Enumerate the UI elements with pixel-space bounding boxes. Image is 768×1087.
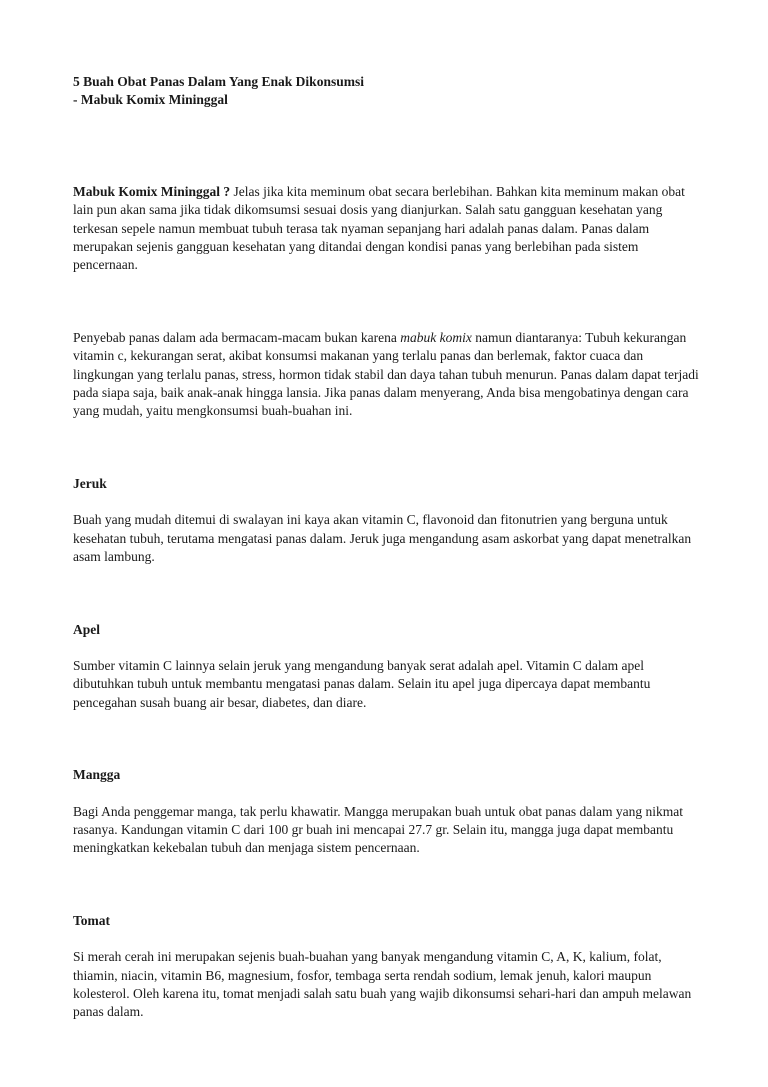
- section-heading-tomat: Tomat: [73, 912, 111, 928]
- section-body-tomat: Si merah cerah ini merupakan sejenis buah-buahan yang banyak mengandung vitamin C, A, K, kalium, folat, thiamin, niacin, vitamin B6, magnesium, fosfor, tembaga serta rendah sodium, lemak jenuh, kalori maupun kolesterol. Oleh karena itu, tomat menjadi salah satu buah yang wajib dikonsumsi sehari-hari dan ampuh melawan panas dalam.: [73, 949, 692, 1020]
- intro-paragraph: [73, 183, 703, 275]
- section-heading-mangga: Mangga: [73, 767, 121, 783]
- causes-text-before: Penyebab panas dalam ada bermacam-macam bukan karena: [73, 329, 401, 345]
- causes-paragraph: [73, 329, 703, 421]
- title-line-1: 5 Buah Obat Panas Dalam Yang Enak Dikonsumsi: [73, 74, 364, 89]
- causes-italic: mabuk komix: [400, 329, 472, 345]
- section-body-mangga: Bagi Anda penggemar manga, tak perlu khawatir. Mangga merupakan buah untuk obat panas dalam yang nikmat rasanya. Kandungan vitamin C dari 100 gr buah ini mencapai 27.7 gr. Selain itu, mangga juga dapat membantu meningkatkan kekebalan tubuh dan menjaga sistem pencernaan.: [73, 803, 683, 856]
- title-line-2: - Mabuk Komix Mininggal: [73, 92, 228, 108]
- section-body-apel: Sumber vitamin C lainnya selain jeruk yang mengandung banyak serat adalah apel. Vitamin C dalam apel dibutuhkan tubuh untuk membantu mengatasi panas dalam. Selain itu apel juga dipercaya dapat membantu pencegahan susah buang air besar, diabetes, dan diare.: [73, 657, 651, 710]
- intro-text: Jelas jika kita meminum obat secara berlebihan. Bahkan kita meminum makan obat lain pun akan sama jika tidak dikomsumsi sesuai dosis yang dianjurkan. Salah satu gangguan kesehatan yang terkesan sepele namun membuat tubuh terasa tak nyaman sepanjang hari adalah panas dalam. Panas dalam merupakan sejenis gangguan kesehatan yang ditandai dengan kondisi panas yang berlebihan pada sistem pencernaan.: [73, 183, 685, 273]
- document-title: [73, 73, 703, 110]
- intro-lead: Mabuk Komix Mininggal ?: [73, 183, 231, 199]
- section-body-jeruk: Buah yang mudah ditemui di swalayan ini kaya akan vitamin C, flavonoid dan fitonutrien yang berguna untuk kesehatan tubuh, terutama mengatasi panas dalam. Jeruk juga mengandung asam askorbat yang dapat menetralkan asam lambung.: [73, 512, 692, 565]
- document-page: [73, 73, 703, 1022]
- causes-text-after: namun diantaranya: Tubuh kekurangan vitamin c, kekurangan serat, akibat konsumsi makanan yang terlalu panas dan berlemak, faktor cuaca dan lingkungan yang terlalu panas, stress, hormon tidak stabil dan daya tahan tubuh menurun. Panas dalam dapat terjadi pada siapa saja, baik anak-anak hingga lansia. Jika panas dalam menyerang, Anda bisa mengobatinya dengan cara yang mudah, yaitu mengkonsumsi buah-buahan ini.: [73, 329, 699, 419]
- section-heading-jeruk: Jeruk: [73, 475, 107, 491]
- section-heading-apel: Apel: [73, 621, 100, 637]
